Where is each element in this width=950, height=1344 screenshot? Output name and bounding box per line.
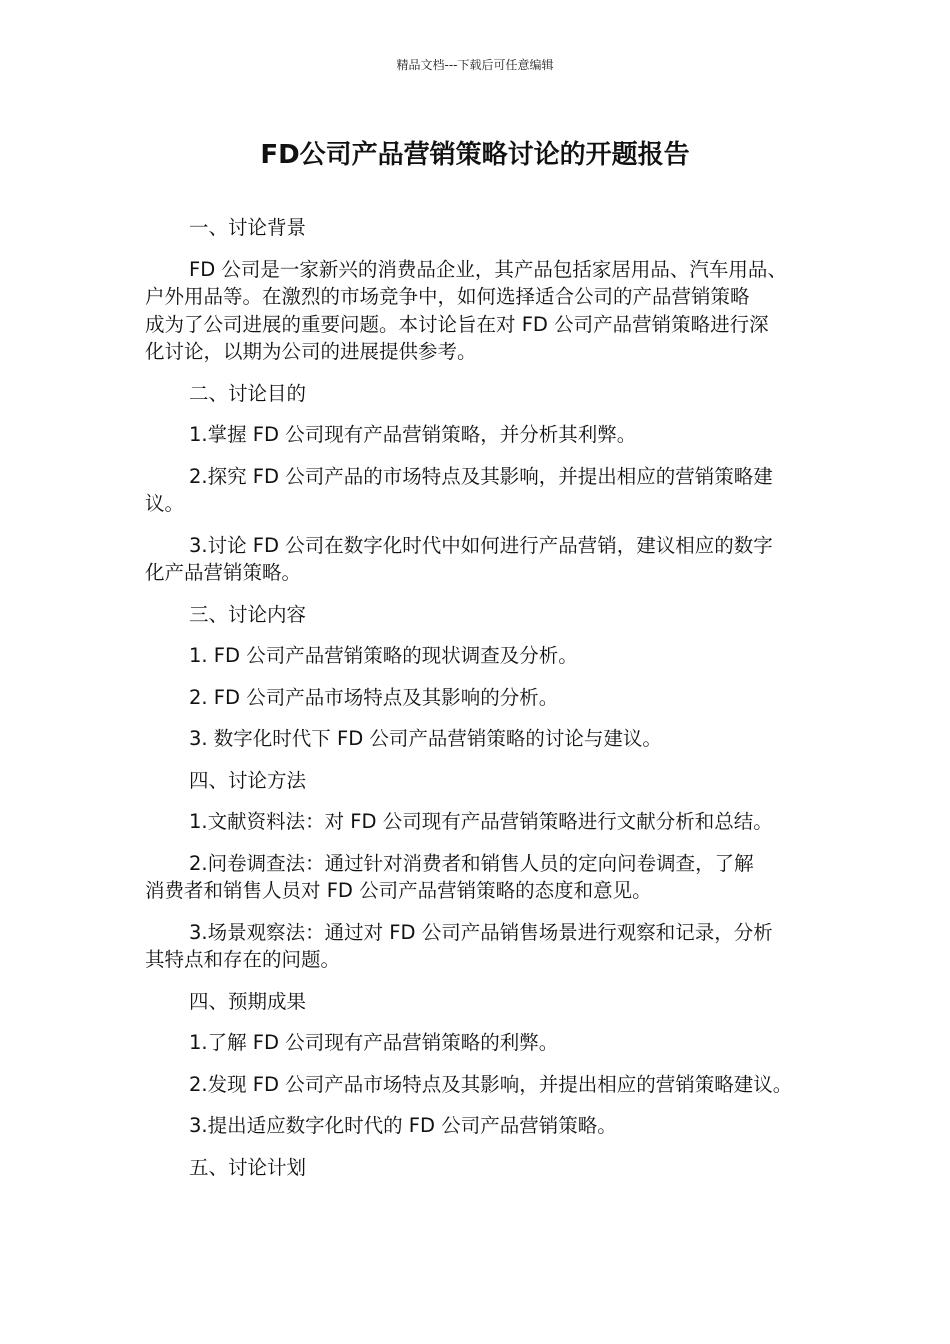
page-header-watermark: 精品文档---下载后可任意编辑 — [396, 58, 554, 72]
body-paragraph — [145, 601, 823, 629]
paragraph-line: 3.场景观察法：通过对 FD 公司产品销售场景进行观察和记录，分析 — [189, 920, 773, 944]
body-paragraph — [145, 919, 823, 974]
paragraph-line: FD 公司是一家新兴的消费品企业，其产品包括家居用品、汽车用品、 — [189, 257, 787, 281]
body-paragraph — [145, 380, 823, 408]
paragraph-line: 议。 — [145, 492, 185, 515]
body-paragraph — [145, 1112, 823, 1140]
body-paragraph — [145, 1071, 823, 1099]
body-paragraph — [145, 421, 823, 449]
body-paragraph — [145, 463, 823, 518]
body-paragraph — [145, 988, 823, 1016]
body-paragraph — [145, 684, 823, 712]
body-paragraph — [145, 532, 823, 587]
paragraph-line: 3. 数字化时代下 FD 公司产品营销策略的讨论与建议。 — [189, 727, 662, 750]
paragraph-line: 其特点和存在的问题。 — [145, 948, 341, 971]
paragraph-line: 四、讨论方法 — [189, 768, 307, 792]
paragraph-line: 二、讨论目的 — [189, 381, 307, 405]
paragraph-line: 1.了解 FD 公司现有产品营销策略的利弊。 — [189, 1031, 559, 1054]
body-paragraph — [145, 1029, 823, 1057]
paragraph-line: 2.问卷调查法：通过针对消费者和销售人员的定向问卷调查，了解 — [189, 851, 754, 875]
body-paragraph — [145, 850, 823, 905]
paragraph-line: 消费者和销售人员对 FD 公司产品营销策略的态度和意见。 — [145, 879, 652, 902]
paragraph-line: 四、预期成果 — [189, 989, 307, 1013]
paragraph-line: 3.讨论 FD 公司在数字化时代中如何进行产品营销，建议相应的数字 — [189, 533, 773, 557]
body-paragraph — [145, 725, 823, 753]
paragraph-line: 1.文献资料法：对 FD 公司现有产品营销策略进行文献分析和总结。 — [189, 810, 773, 833]
body-paragraph — [145, 767, 823, 795]
paragraph-line: 化讨论，以期为公司的进展提供参考。 — [145, 340, 477, 363]
paragraph-line: 户外用品等。在激烈的市场竞争中，如何选择适合公司的产品营销策略 — [145, 285, 750, 308]
paragraph-line: 3.提出适应数字化时代的 FD 公司产品营销策略。 — [189, 1114, 617, 1137]
body-paragraph — [145, 642, 823, 670]
paragraph-line: 2. FD 公司产品市场特点及其影响的分析。 — [189, 685, 559, 709]
document-body — [145, 214, 823, 1195]
paragraph-line: 一、讨论背景 — [189, 216, 307, 239]
paragraph-line: 1.掌握 FD 公司现有产品营销策略，并分析其利弊。 — [189, 423, 637, 446]
paragraph-line: 五、讨论计划 — [189, 1155, 307, 1179]
body-paragraph — [145, 214, 823, 242]
document-title: FD公司产品营销策略讨论的开题报告 — [260, 140, 690, 170]
paragraph-line: 成为了公司进展的重要问题。本讨论旨在对 FD 公司产品营销策略进行深 — [145, 312, 769, 336]
body-paragraph — [145, 1154, 823, 1182]
paragraph-line: 2.发现 FD 公司产品市场特点及其影响，并提出相应的营销策略建议。 — [189, 1072, 793, 1096]
paragraph-line: 1. FD 公司产品营销策略的现状调查及分析。 — [189, 644, 578, 667]
paragraph-line: 三、讨论内容 — [189, 602, 307, 626]
paragraph-line: 化产品营销策略。 — [145, 561, 302, 584]
body-paragraph — [145, 808, 823, 836]
body-paragraph — [145, 256, 823, 366]
paragraph-line: 2.探究 FD 公司产品的市场特点及其影响，并提出相应的营销策略建 — [189, 464, 773, 488]
